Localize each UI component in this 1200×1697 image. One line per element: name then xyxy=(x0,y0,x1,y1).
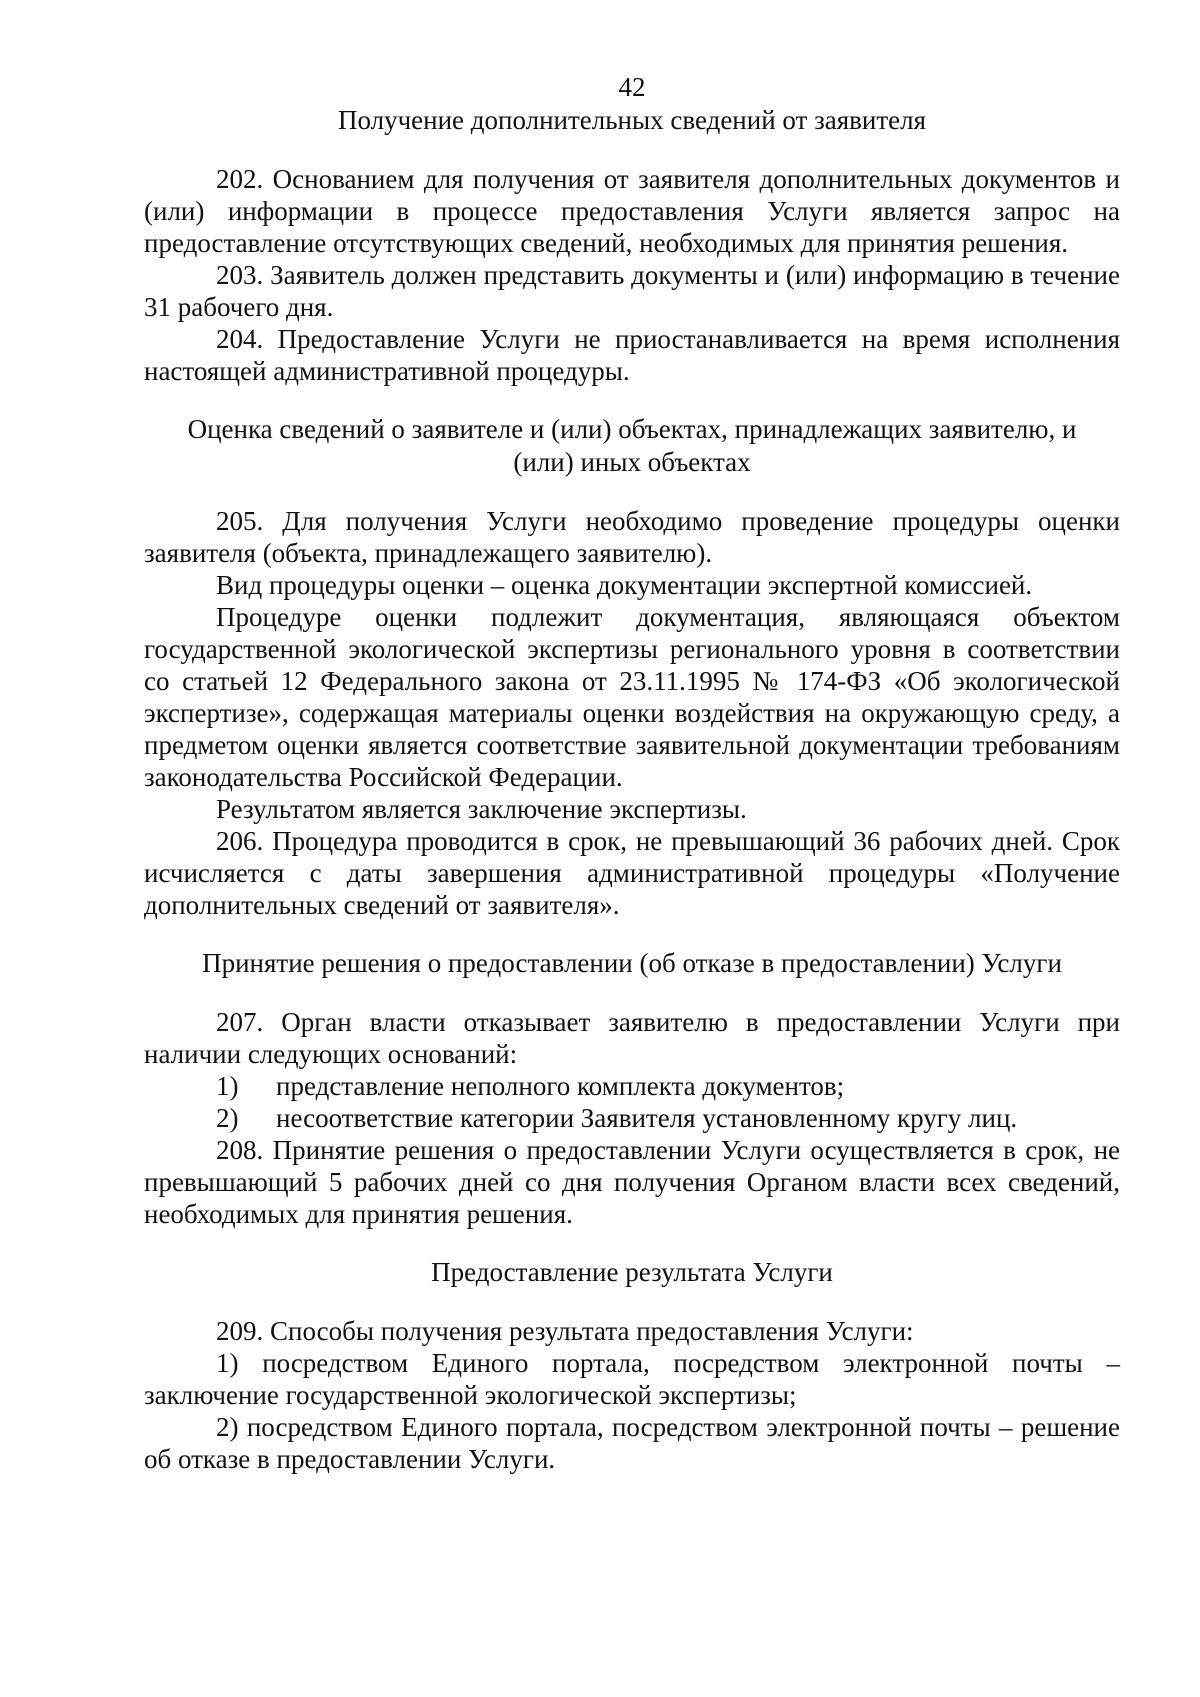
section-heading: Получение дополнительных сведений от заявителя xyxy=(337,105,927,135)
paragraph-202: 202. Основанием для получения от заявителя дополнительных документов и (или) информации в процессе предоставления Услуги является запрос на предоставление отсутствующих сведений, необходимых для принятия решения. xyxy=(144,164,1120,258)
section-heading-line: Оценка сведений о заявителе и (или) объектах, принадлежащих заявителю, и xyxy=(187,414,1077,444)
section-heading: Принятие решения о предоставлении (об отказе в предоставлении) Услуги xyxy=(202,948,1062,978)
paragraph-205: 205. Для получения Услуги необходимо проведение процедуры оценки заявителя (объекта, принадлежащего заявителю). xyxy=(144,506,1120,568)
paragraph-204: 204. Предоставление Услуги не приостанавливается на время исполнения настоящей административной процедуры. xyxy=(144,324,1120,386)
paragraph-method-2: 2) посредством Единого портала, посредством электронной почты – решение об отказе в предоставлении Услуги. xyxy=(144,1412,1120,1474)
list-item-number: 1) xyxy=(216,1071,239,1101)
paragraph-209: 209. Способы получения результата предоставления Услуги: xyxy=(216,1316,914,1346)
paragraph-method-1: 1) посредством Единого портала, посредством электронной почты – заключение государственной экологической экспертизы; xyxy=(144,1348,1120,1410)
document-page xyxy=(144,70,1120,1475)
page-number: 42 xyxy=(618,72,646,102)
paragraph-206: 206. Процедура проводится в срок, не превышающий 36 рабочих дней. Срок исчисляется с даты завершения административной процедуры «Получение дополнительных сведений от заявителя». xyxy=(144,826,1120,920)
list-item xyxy=(144,1102,1120,1134)
section-heading-line: (или) иных объектах xyxy=(513,447,751,477)
paragraph-208: 208. Принятие решения о предоставлении Услуги осуществляется в срок, не превышающий 5 рабочих дней со дня получения Органом власти всех сведений, необходимых для принятия решения. xyxy=(144,1135,1120,1229)
section-heading xyxy=(144,413,1120,479)
paragraph-203: 203. Заявитель должен представить документы и (или) информацию в течение 31 рабочего дня. xyxy=(144,260,1120,322)
list-item-text: представление неполного комплекта документов; xyxy=(276,1071,845,1101)
paragraph-result: Результатом является заключение экспертизы. xyxy=(216,794,747,824)
list-item-number: 2) xyxy=(216,1103,239,1133)
list-item xyxy=(144,1070,1120,1102)
section-heading: Предоставление результата Услуги xyxy=(431,1257,833,1287)
paragraph-procedure-type: Вид процедуры оценки – оценка документации экспертной комиссией. xyxy=(216,570,1033,600)
list-item-text: несоответствие категории Заявителя установленному кругу лиц. xyxy=(276,1103,1018,1133)
paragraph-207: 207. Орган власти отказывает заявителю в предоставлении Услуги при наличии следующих оснований: xyxy=(144,1007,1120,1069)
paragraph-procedure-subject: Процедуре оценки подлежит документация, являющаяся объектом государственной экологической экспертизы регионального уровня в соответствии со статьей 12 Федерального закона от 23.11.1995 № 174-ФЗ «Об экологической экспертизе», содержащая материалы оценки воздействия на окружающую среду, а предметом оценки является соответствие заявительной документации требованиям законодательства Российской Федерации. xyxy=(144,602,1120,792)
